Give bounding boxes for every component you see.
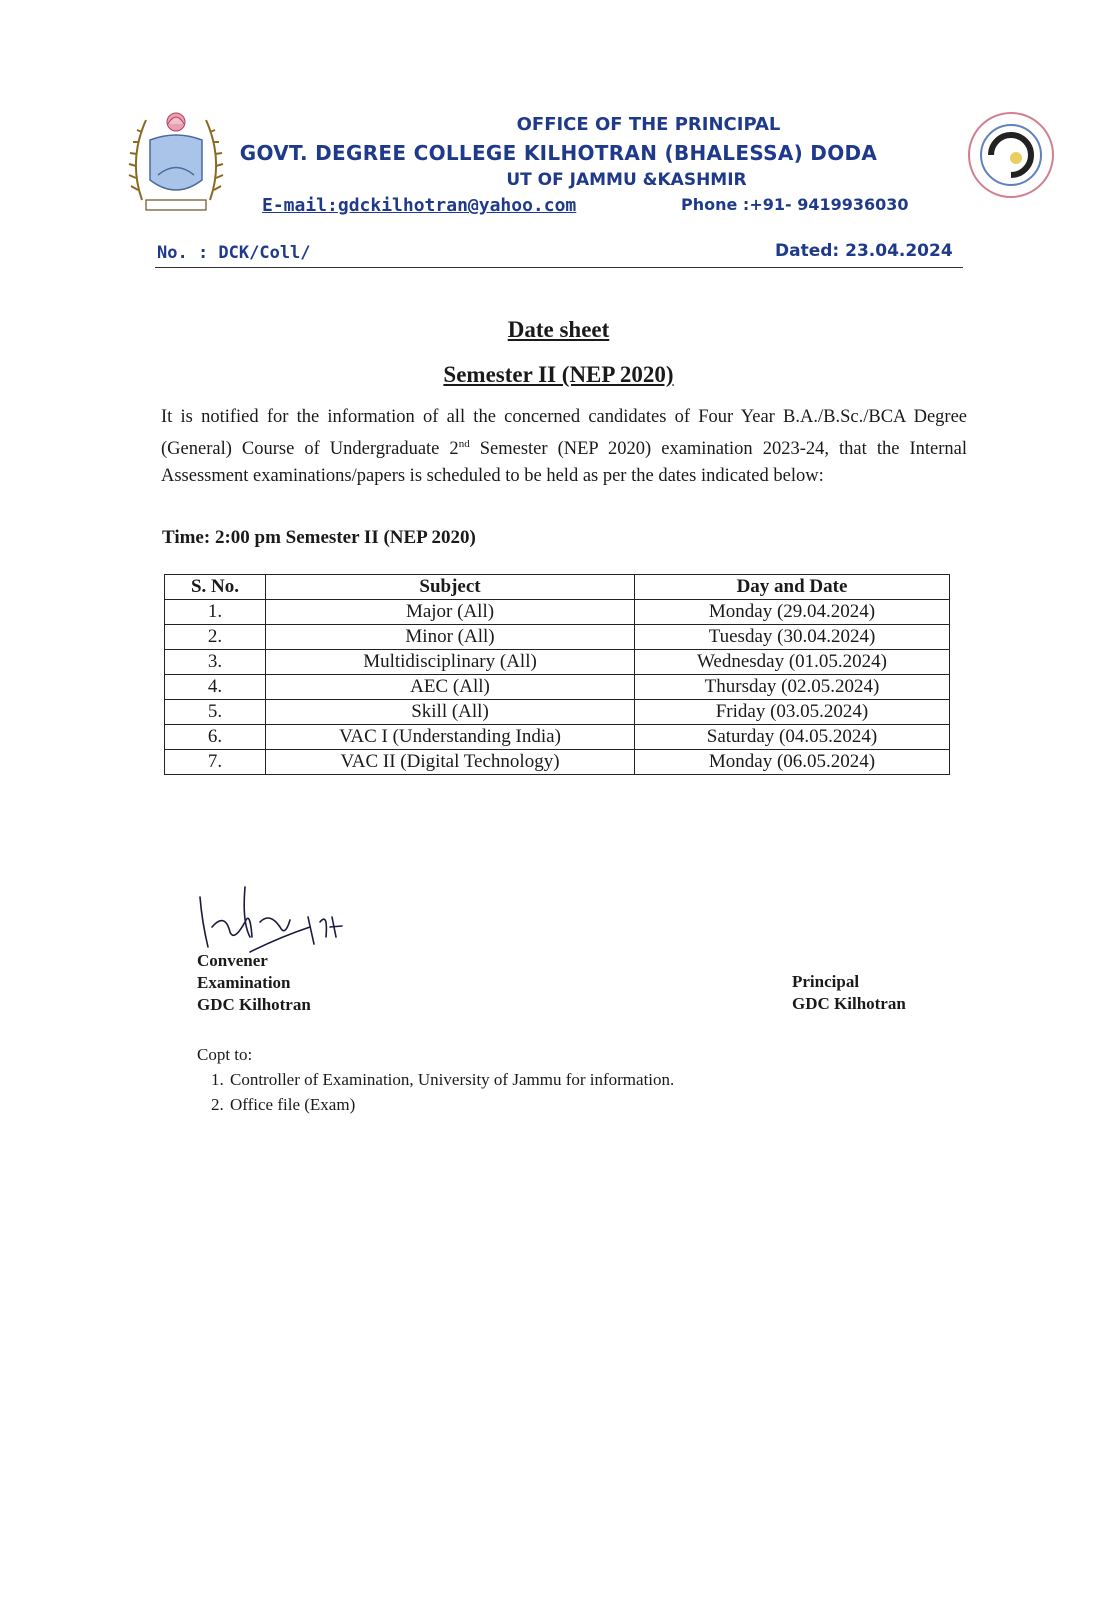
phone-number: Phone :+91- 9419936030	[681, 195, 909, 214]
header-divider	[155, 267, 963, 268]
column-header-day-date: Day and Date	[635, 575, 950, 600]
cell-sno: 3.	[165, 650, 266, 675]
reference-number: No. : DCK/Coll/	[157, 243, 311, 263]
notice-superscript: nd	[458, 438, 470, 450]
cell-day-date: Wednesday (01.05.2024)	[635, 650, 950, 675]
table-row	[165, 725, 950, 750]
issue-date: Dated: 23.04.2024	[775, 241, 953, 261]
cell-subject: VAC II (Digital Technology)	[266, 750, 635, 775]
table-row	[165, 750, 950, 775]
cell-sno: 4.	[165, 675, 266, 700]
college-name-heading: GOVT. DEGREE COLLEGE KILHOTRAN (BHALESSA) DODA	[239, 141, 878, 165]
cell-subject: VAC I (Understanding India)	[266, 725, 635, 750]
principal-title: Principal	[792, 972, 860, 991]
list-item: 1. Controller of Examination, University of Jammu for information.	[228, 1067, 674, 1092]
semester-subtitle: Semester II (NEP 2020)	[443, 362, 674, 387]
cell-subject: AEC (All)	[266, 675, 635, 700]
notice-paragraph	[161, 404, 967, 490]
table-row	[165, 625, 950, 650]
list-item: 2. Office file (Exam)	[228, 1092, 674, 1117]
cell-day-date: Monday (06.05.2024)	[635, 750, 950, 775]
notice-text-part1: It is notified for the information of all the concerned candidates of Four Year B.A./B.Sc./BCA Degree (General) Course of Undergraduate 2	[161, 407, 967, 460]
convener-title: Convener	[197, 951, 268, 970]
principal-signature-block	[792, 971, 906, 1015]
cell-subject: Major (All)	[266, 600, 635, 625]
column-header-sno: S. No.	[165, 575, 266, 600]
copy-to-list	[197, 1067, 674, 1117]
cell-sno: 2.	[165, 625, 266, 650]
table-row	[165, 600, 950, 625]
convener-signature-block	[197, 950, 311, 1016]
ut-heading: UT OF JAMMU &KASHMIR	[506, 170, 747, 190]
office-heading: OFFICE OF THE PRINCIPAL	[516, 114, 781, 135]
cell-sno: 6.	[165, 725, 266, 750]
table-row	[165, 700, 950, 725]
table-row	[165, 650, 950, 675]
cell-sno: 1.	[165, 600, 266, 625]
copy-to-label: Copt to:	[197, 1045, 253, 1064]
convener-college: GDC Kilhotran	[197, 995, 311, 1014]
cell-sno: 5.	[165, 700, 266, 725]
email-address: E-mail:gdckilhotran@yahoo.com	[262, 195, 577, 216]
cell-day-date: Thursday (02.05.2024)	[635, 675, 950, 700]
notice-text-part2: Semester (NEP 2020) examination 2023-24, that the Internal Assessment examinations/papers is scheduled to be held as per the dates indicated below:	[161, 439, 967, 487]
convener-department: Examination	[197, 973, 291, 992]
cell-subject: Multidisciplinary (All)	[266, 650, 635, 675]
copy-to-section	[197, 1042, 674, 1117]
column-header-subject: Subject	[266, 575, 635, 600]
cell-day-date: Tuesday (30.04.2024)	[635, 625, 950, 650]
table-row	[165, 675, 950, 700]
cell-day-date: Monday (29.04.2024)	[635, 600, 950, 625]
cell-sno: 7.	[165, 750, 266, 775]
table-header-row	[165, 575, 950, 600]
cell-day-date: Saturday (04.05.2024)	[635, 725, 950, 750]
cell-subject: Minor (All)	[266, 625, 635, 650]
document-title: Date sheet	[507, 317, 610, 342]
cell-day-date: Friday (03.05.2024)	[635, 700, 950, 725]
exam-time-line: Time: 2:00 pm Semester II (NEP 2020)	[162, 527, 476, 548]
principal-college: GDC Kilhotran	[792, 994, 906, 1013]
schedule-table	[164, 574, 950, 775]
cell-subject: Skill (All)	[266, 700, 635, 725]
